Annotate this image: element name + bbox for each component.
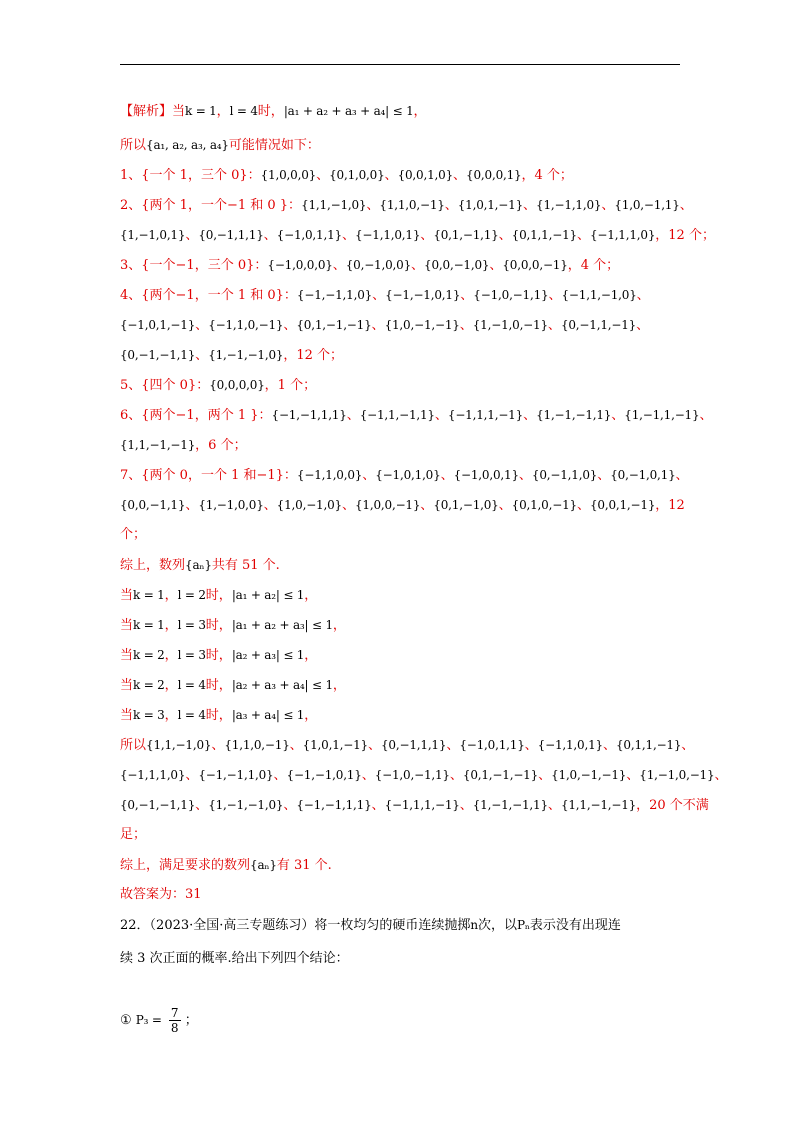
math-expression: |a₂ + a₃ + a₄| ≤ 1 [231,678,333,692]
math-expression: Pₙ [516,918,530,932]
text-line-28 [120,910,700,944]
math-expression: {−1,−1,1,0} [296,288,373,302]
fraction-numerator: 7 [170,1006,179,1020]
math-expression: {0,1,−1,0} [433,498,499,512]
text-segment: 、 [498,228,512,243]
math-expression: {−1,1,1,0} [589,228,656,242]
math-expression: {−1,0,1,1} [459,738,525,752]
text-segment: 、 [420,228,434,243]
text-segment: 、 [675,468,689,483]
text-segment: 、 [440,468,454,483]
math-expression: {0,1,1,−1} [615,738,682,752]
text-line-16 [120,550,700,580]
text-segment: 、 [446,738,460,753]
text-segment: 、 [195,348,209,363]
math-expression: {1,0,0,0} [260,168,317,182]
text-line-12 [120,430,700,460]
math-expression: {0,−1,1,0} [531,468,598,482]
text-segment: 次，以 [477,918,517,933]
math-expression: {0,1,0,0} [329,168,385,182]
text-segment: 、 [346,408,360,423]
text-segment: 、 [602,738,616,753]
math-expression: {1,−1,−1,0} [208,798,284,812]
text-segment: ，12 个； [655,228,715,243]
text-line-17 [120,580,700,610]
math-expression: |a₂ + a₃| ≤ 1 [231,648,305,662]
math-expression: {1,−1,0,−1} [639,768,715,782]
math-expression: n [470,918,478,932]
math-expression: k = 3 [133,708,165,722]
text-segment: 时， [257,104,284,119]
text-segment: 4、{两个−1，一个 1 和 0}： [120,288,297,303]
math-expression: {1,0,1,−1} [302,738,368,752]
text-segment: ， [216,104,230,119]
math-expression: {0,−1,1,1} [381,738,447,752]
text-segment: 、 [316,168,330,183]
math-expression: {−1,1,−1,0} [561,288,637,302]
math-expression: {−1,1,1,−1} [384,798,460,812]
math-expression: {−1,0,1,1} [276,228,342,242]
text-segment: 当 [120,648,134,663]
text-segment: 有 31 个. [276,858,332,873]
text-segment: ， [164,678,178,693]
math-expression: |a₁ + a₂| ≤ 1 [231,588,305,602]
text-segment: 、 [195,798,209,813]
math-expression: {0,−1,0,0} [345,258,412,272]
math-expression: {−1,1,0,0} [296,468,363,482]
math-expression: {0,0,−1,0} [424,258,490,272]
p3-symbol: P₃ = [135,1013,162,1027]
math-expression: {1,0,−1,0} [276,498,342,512]
text-segment: ，1 个； [264,378,317,393]
math-expression: l = 2 [177,588,206,602]
text-segment: ，4 个； [567,258,620,273]
text-segment: 5、{四个 0}： [120,378,210,393]
text-line-5 [120,220,715,250]
math-expression: {0,1,−1,−1} [296,318,372,332]
text-line-10 [120,370,700,400]
text-segment: 当 [120,618,134,633]
math-expression: l = 4 [177,708,206,722]
text-line-18 [120,610,700,640]
text-segment: 、 [185,768,199,783]
text-segment: ， [332,678,346,693]
math-expression: l = 3 [177,648,206,662]
math-expression: {−1,−1,0,1} [286,768,362,782]
text-segment: 、 [263,498,277,513]
text-line-2 [120,130,700,160]
text-line-27 [120,880,700,910]
math-expression: {1,0,−1,−1} [384,318,460,332]
text-segment: 、 [211,738,225,753]
text-segment: 、 [547,318,561,333]
math-expression: {−1,1,−1,1} [359,408,435,422]
text-segment: 所以 [120,138,147,153]
text-segment: 、 [524,738,538,753]
math-expression: k = 2 [133,678,165,692]
text-segment: ， [332,618,346,633]
text-line-26 [120,850,700,880]
text-segment: 、 [434,408,448,423]
text-segment: 、 [185,228,199,243]
math-expression: {−1,0,1,0} [375,468,441,482]
math-expression: {0,−1,0,1} [610,468,676,482]
text-segment: 、 [420,498,434,513]
math-expression: {−1,0,−1,1} [374,768,450,782]
math-expression: {1,−1,0,−1} [472,318,548,332]
text-segment: 故答案为：31 [120,887,202,902]
text-line-29 [120,944,700,974]
math-expression: {−1,1,0,1} [537,738,603,752]
text-segment: 、 [699,408,713,423]
text-line-3 [120,160,700,190]
text-segment: 7、{两个 0，一个 1 和−1}： [120,468,297,483]
math-expression: {0,0,1,0} [397,168,454,182]
text-segment: 、 [714,768,728,783]
text-segment: 、 [411,258,425,273]
text-segment: 3、{一个−1，三个 0}： [120,258,268,273]
text-segment: 、 [523,198,537,213]
math-expression: {1,1,−1,0} [146,738,212,752]
text-segment: 、 [372,288,386,303]
text-line-4 [120,190,700,220]
math-expression: {1,1,−1,−1} [560,798,637,812]
text-segment: 时， [205,678,232,693]
math-expression: {1,0,−1,−1} [551,768,627,782]
text-segment: 、 [366,198,380,213]
text-segment: 、 [679,198,693,213]
text-segment: 、 [273,768,287,783]
math-expression: {1,−1,−1,0} [208,348,284,362]
text-segment: ， [413,104,427,119]
text-segment: 、 [263,228,277,243]
text-segment: 、 [371,318,385,333]
math-expression: {1,1,0,−1} [379,198,445,212]
text-segment: 、 [460,288,474,303]
text-segment: 【解析】当 [120,104,186,119]
text-segment: 、 [518,468,532,483]
text-line-14 [120,490,700,520]
text-segment: 、 [636,318,650,333]
math-expression: {1,0,−1,1} [614,198,680,212]
text-segment: 、 [341,498,355,513]
math-expression: {−1,0,1,−1} [120,318,196,332]
solution-page [120,96,728,974]
text-segment: 、 [459,318,473,333]
math-expression: {aₙ} [250,858,277,872]
math-expression: {0,1,−1,−1} [462,768,539,782]
fraction-denominator: 8 [170,1021,179,1035]
text-segment: 、 [611,408,625,423]
math-expression: {−1,1,0,1} [354,228,421,242]
math-expression: l = 4 [229,104,258,118]
math-expression: {0,0,−1,1} [120,498,186,512]
text-segment: 、 [283,798,297,813]
text-line-23 [120,760,728,790]
math-expression: {0,0,1,−1} [589,498,656,512]
math-expression: {0,0,0,0} [209,378,265,392]
text-segment: 、 [195,318,209,333]
circled-number-1: ① [120,1013,132,1028]
text-segment: 当 [120,588,134,603]
math-expression: {0,0,0,1} [466,168,522,182]
text-segment: 时， [205,648,232,663]
math-expression: {−1,0,0,1} [453,468,519,482]
text-segment: 、 [185,498,199,513]
math-expression: {0,1,1,−1} [511,228,577,242]
text-line-25 [120,820,700,850]
text-segment: 、 [547,798,561,813]
fraction-7-8 [169,1006,181,1035]
text-segment: 、 [449,768,463,783]
text-line-20 [120,670,700,700]
text-segment: 、 [289,738,303,753]
math-expression: k = 2 [133,648,165,662]
text-segment: 可能情况如下： [228,138,320,153]
text-segment: 、 [459,798,473,813]
text-segment: 共有 51 个. [211,558,280,573]
math-expression: {1,−1,−1,1} [536,408,612,422]
math-expression: k = 1 [133,618,165,632]
math-expression: {−1,1,1,−1} [447,408,524,422]
math-expression: {1,−1,1,−1} [624,408,700,422]
text-segment: 续 3 次正面的概率.给出下列四个结论： [120,951,349,966]
text-segment: 2、{两个 1，一个−1 和 0 }： [120,198,302,213]
math-expression: {1,−1,0,1} [120,228,186,242]
text-segment: ，20 个不满 [636,798,709,813]
text-line-15 [120,520,700,550]
math-expression: {−1,0,0,0} [267,258,333,272]
text-line-1 [120,96,700,130]
text-segment: ，12 个； [283,348,344,363]
math-expression: |a₁ + a₂ + a₃ + a₄| ≤ 1 [283,104,414,118]
text-line-11 [120,400,713,430]
math-expression: l = 4 [177,678,206,692]
text-line-24 [120,790,709,820]
text-segment: ， [164,618,178,633]
text-segment: ， [304,648,318,663]
text-segment: 、 [626,768,640,783]
text-segment: 22．（2023·全国·高三专题练习）将一枚均匀的硬币连续抛掷 [120,918,471,933]
text-segment: 1、{一个 1，三个 0}： [120,168,261,183]
math-expression: {0,−1,−1,1} [120,798,196,812]
math-expression: {a₁, a₂, a₃, a₄} [146,138,229,152]
math-expression: {0,1,−1,1} [433,228,499,242]
text-segment: 时， [205,618,232,633]
text-segment: 、 [601,198,615,213]
text-segment: 6、{两个−1，两个 1 }： [120,408,272,423]
text-segment: 、 [453,168,467,183]
math-expression: {−1,−1,0,1} [385,288,461,302]
math-expression: {1,−1,0,0} [198,498,264,512]
text-line-19 [120,640,700,670]
text-segment: 综上，数列 [120,558,186,573]
text-segment: 、 [498,498,512,513]
math-expression: |a₃ + a₄| ≤ 1 [231,708,305,722]
math-expression: {1,0,1,−1} [457,198,524,212]
text-segment: 个； [120,527,147,542]
text-segment: ， [304,708,318,723]
text-segment: ， [164,708,178,723]
text-segment: 、 [597,468,611,483]
math-expression: {1,−1,1,0} [536,198,602,212]
math-expression: |a₁ + a₂ + a₃| ≤ 1 [231,618,333,632]
math-expression: {−1,−1,1,1} [271,408,347,422]
text-line-7 [120,280,700,310]
text-segment: 时， [205,588,232,603]
math-expression: {0,−1,−1,1} [120,348,196,362]
math-expression: {1,1,−1,0} [301,198,367,212]
text-line-21 [120,700,700,730]
math-expression: {−1,−1,1,1} [296,798,372,812]
math-expression: {−1,0,−1,1} [473,288,549,302]
math-expression: {1,0,0,−1} [354,498,421,512]
math-expression: {−1,1,1,0} [120,768,186,782]
header-rule [120,64,680,65]
text-segment: 、 [384,168,398,183]
text-segment: ，6 个； [195,438,247,453]
math-expression: {0,−1,1,1} [198,228,264,242]
math-expression: {1,1,0,−1} [224,738,290,752]
semicolon: ； [184,1013,198,1028]
text-segment: 、 [681,738,695,753]
text-line-22 [120,730,700,760]
text-line-9 [120,340,700,370]
text-segment: 足； [120,827,147,842]
text-segment: 、 [371,798,385,813]
text-segment: 、 [444,198,458,213]
math-expression: {−1,−1,1,0} [198,768,274,782]
math-expression: {0,1,0,−1} [511,498,577,512]
text-segment: 综上，满足要求的数列 [120,858,251,873]
text-segment: ， [304,588,318,603]
math-expression: l = 3 [177,618,206,632]
math-expression: {0,−1,1,−1} [560,318,637,332]
math-expression: k = 1 [133,588,165,602]
text-segment: 、 [576,228,590,243]
text-segment: 、 [576,498,590,513]
text-segment: 、 [283,318,297,333]
math-expression: {1,−1,−1,1} [472,798,548,812]
math-expression: {1,1,−1,−1} [120,438,196,452]
math-expression: k = 1 [185,104,217,118]
text-segment: 表示没有出现连 [529,918,621,933]
text-segment: 、 [367,738,381,753]
math-expression: {−1,1,0,−1} [208,318,284,332]
math-expression: {aₙ} [185,558,212,572]
text-segment: 所以 [120,738,147,753]
text-segment: ，12 [655,498,685,513]
text-segment: ， [164,588,178,603]
text-segment: 、 [341,228,355,243]
text-segment: 、 [489,258,503,273]
text-segment: 当 [120,678,134,693]
text-segment: 、 [538,768,552,783]
text-segment: ，4 个； [521,168,573,183]
text-segment: 时， [205,708,232,723]
text-segment: 、 [361,768,375,783]
text-segment: 、 [636,288,650,303]
text-segment: 、 [332,258,346,273]
text-segment: ， [164,648,178,663]
text-segment: 当 [120,708,134,723]
text-segment: 、 [548,288,562,303]
conclusion-item-1 [120,1000,198,1040]
text-segment: 、 [362,468,376,483]
text-line-8 [120,310,700,340]
math-expression: {0,0,0,−1} [502,258,568,272]
text-line-13 [120,460,700,490]
text-segment: 、 [523,408,537,423]
text-line-6 [120,250,700,280]
